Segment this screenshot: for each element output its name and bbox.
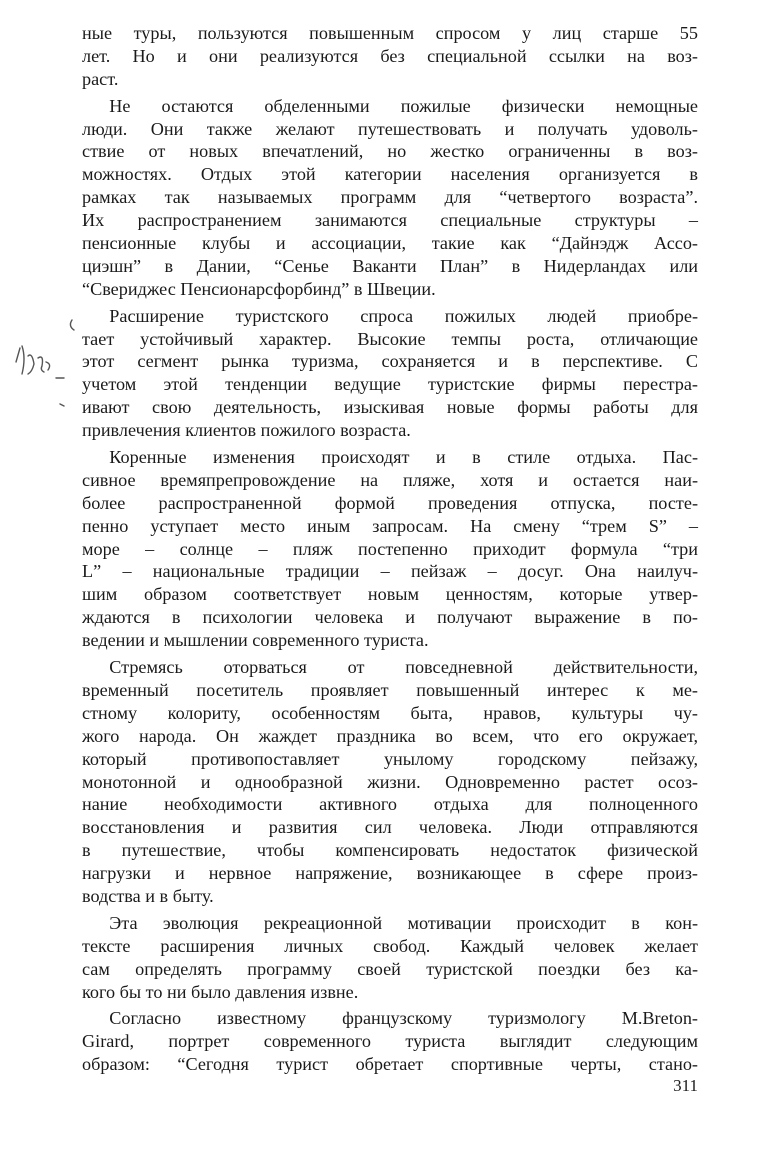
text-line: этот сегмент рынка туризма, сохраняется и в перспективе. С <box>82 351 698 372</box>
page-text <box>82 22 698 1076</box>
text-line: Согласно известному французскому туризмологу M.Breton- <box>82 1008 698 1029</box>
text-line: нагрузки и нервное напряжение, возникающее в сфере произ- <box>82 863 698 884</box>
text-line: жого народа. Он жаждет праздника во всем, что его окружает, <box>82 725 698 746</box>
text-line: привлечения клиентов пожилого возраста. <box>82 420 411 441</box>
text-line: учетом этой тенденции ведущие туристские фирмы перестра- <box>82 374 698 395</box>
text-line: L” – национальные традиции – пейзаж – досуг. Она наилуч- <box>82 561 698 582</box>
text-line: Расширение туристского спроса пожилых людей приобре- <box>82 305 698 326</box>
paragraph-3 <box>82 305 698 442</box>
text-line: ствие от новых впечатлений, но жестко ограниченны в воз- <box>82 141 698 162</box>
page-number: 311 <box>673 1076 698 1095</box>
paragraph-4 <box>82 446 698 652</box>
text-line: тает устойчивый характер. Высокие темпы роста, отличающие <box>82 328 698 349</box>
text-line: Эта эволюция рекреационной мотивации происходит в кон- <box>82 912 698 933</box>
text-line: Не остаются обделенными пожилые физически немощные <box>82 95 698 116</box>
text-line: водства и в быту. <box>82 885 214 906</box>
paragraph-5 <box>82 656 698 908</box>
handwritten-margin-mark <box>10 318 80 408</box>
text-line: в путешествие, чтобы компенсировать недостаток физической <box>82 840 698 861</box>
text-line: Стремясь оторваться от повседневной действительности, <box>82 657 698 678</box>
text-line: временный посетитель проявляет повышенный интерес к ме- <box>82 679 698 700</box>
text-line: ведении и мышлении современного туриста. <box>82 630 429 651</box>
text-line: ждаются в психологии человека и получают выражение в по- <box>82 607 698 628</box>
text-line: циэшн” в Дании, “Сенье Ваканти План” в Нидерландах или <box>82 255 698 276</box>
text-line: стному колориту, особенностям быта, нравов, культуры чу- <box>82 702 698 723</box>
text-line: Girard, портрет современного туриста выглядит следующим <box>82 1031 698 1052</box>
text-line: рамках так называемых программ для “четвертого возраста”. <box>82 187 698 208</box>
text-line: восстановления и развития сил человека. Люди отправляются <box>82 817 698 838</box>
text-line: пенсионные клубы и ассоциации, такие как “Дайнэдж Ассо- <box>82 233 698 254</box>
paragraph-7 <box>82 1007 698 1076</box>
text-line: море – солнце – пляж постепенно приходит формула “три <box>82 538 698 559</box>
text-line: люди. Они также желают путешествовать и получать удоволь- <box>82 118 698 139</box>
text-line: шим образом соответствует новым ценностям, которые утвер- <box>82 584 698 605</box>
text-line: Коренные изменения происходят и в стиле отдыха. Пас- <box>82 447 698 468</box>
text-line: который противопоставляет унылому городскому пейзажу, <box>82 748 698 769</box>
paragraph-1 <box>82 22 698 91</box>
text-line: монотонной и однообразной жизни. Одновременно растет осоз- <box>82 771 698 792</box>
paragraph-6 <box>82 912 698 1004</box>
text-line: сивное времяпрепровождение на пляже, хотя и остается наи- <box>82 469 698 490</box>
text-line: “Свериджес Пенсионарсфорбинд” в Швеции. <box>82 278 436 299</box>
text-line: пенно уступает место иным запросам. На смену “трем S” – <box>82 515 698 536</box>
text-line: тексте расширения личных свобод. Каждый человек желает <box>82 935 698 956</box>
text-line: раст. <box>82 68 119 89</box>
text-line: сам определять программу своей туристской поездки без ка- <box>82 958 698 979</box>
text-line: ные туры, пользуются повышенным спросом у лиц старше 55 <box>82 23 698 43</box>
text-line: образом: “Сегодня турист обретает спортивные черты, стано- <box>82 1054 698 1075</box>
text-line: Их распространением занимаются специальные структуры – <box>82 210 698 231</box>
text-line: лет. Но и они реализуются без специальной ссылки на воз- <box>82 45 698 66</box>
text-line: нание необходимости активного отдыха для полноценного <box>82 794 698 815</box>
text-line: кого бы то ни было давления извне. <box>82 981 359 1002</box>
text-line: можностях. Отдых этой категории населения организуется в <box>82 164 698 185</box>
text-line: более распространенной формой проведения отпуска, посте- <box>82 492 698 513</box>
text-line: ивают свою деятельность, изыскивая новые формы работы для <box>82 397 698 418</box>
paragraph-2 <box>82 95 698 301</box>
